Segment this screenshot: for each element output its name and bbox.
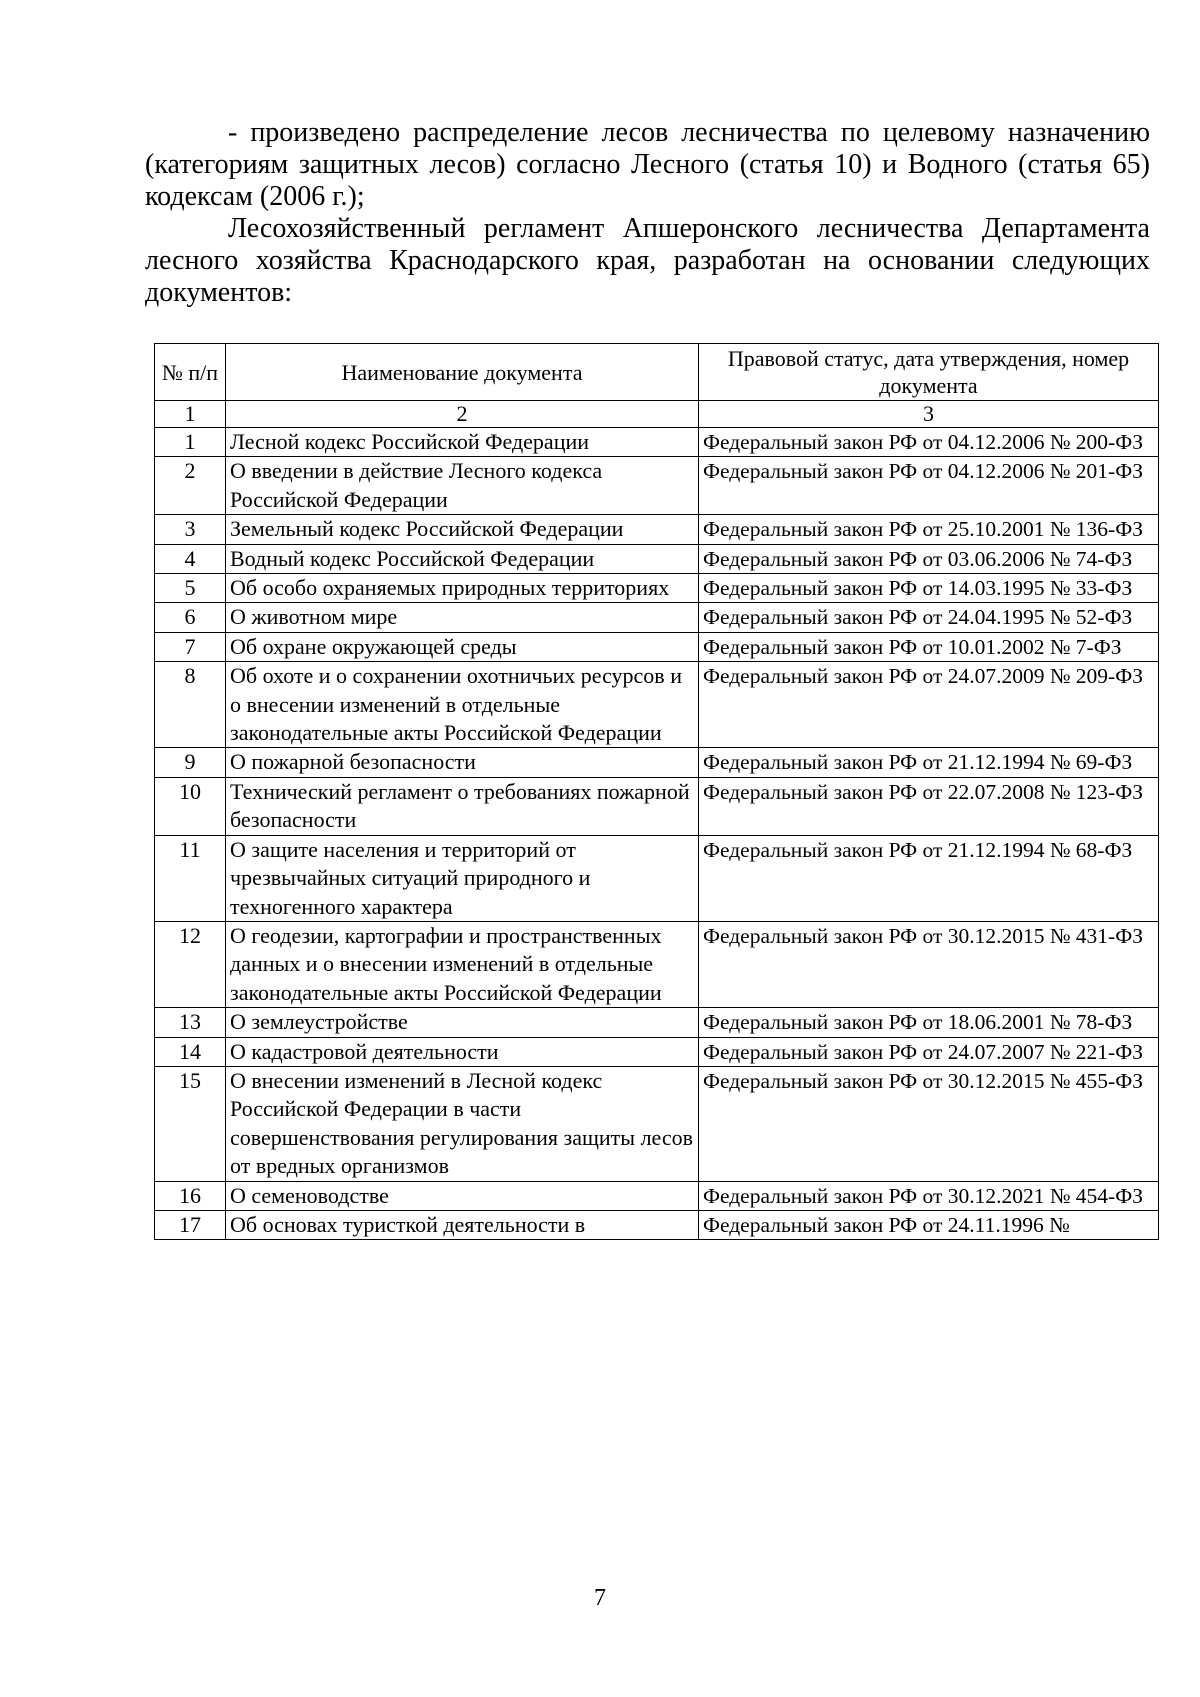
document-name: Технический регламент о требованиях пожарной безопасности bbox=[226, 777, 699, 835]
legal-status: Федеральный закон РФ от 24.07.2009 № 209-ФЗ bbox=[699, 662, 1159, 748]
column-number-3: 3 bbox=[699, 401, 1159, 428]
document-name: О защите населения и территорий от чрезвычайных ситуаций природного и техногенного характера bbox=[226, 835, 699, 921]
legal-status: Федеральный закон РФ от 21.12.1994 № 69-ФЗ bbox=[699, 748, 1159, 777]
column-number-1: 1 bbox=[155, 401, 226, 428]
header-num: № п/п bbox=[155, 344, 226, 401]
document-name: Об основах туристкой деятельности в bbox=[226, 1210, 699, 1239]
row-number: 12 bbox=[155, 921, 226, 1007]
table-row bbox=[155, 662, 1159, 748]
table-row bbox=[155, 1181, 1159, 1210]
row-number: 7 bbox=[155, 632, 226, 661]
table-row bbox=[155, 777, 1159, 835]
row-number: 4 bbox=[155, 544, 226, 573]
table-row bbox=[155, 574, 1159, 603]
legal-status: Федеральный закон РФ от 24.07.2007 № 221-ФЗ bbox=[699, 1037, 1159, 1066]
document-name: О введении в действие Лесного кодекса Российской Федерации bbox=[226, 457, 699, 515]
document-name: О внесении изменений в Лесной кодекс Российской Федерации в части совершенствования регулирования защиты лесов от вредных организмов bbox=[226, 1066, 699, 1181]
row-number: 3 bbox=[155, 515, 226, 544]
intro-paragraph-1: - произведено распределение лесов лесничества по целевому назначению (категориям защитных лесов) согласно Лесного (статья 10) и Водного (статья 65) кодексам (2006 г.); bbox=[145, 117, 1150, 212]
document-name: Земельный кодекс Российской Федерации bbox=[226, 515, 699, 544]
intro-text bbox=[145, 117, 1150, 309]
table-row bbox=[155, 1210, 1159, 1239]
table-row bbox=[155, 1066, 1159, 1181]
table-row bbox=[155, 515, 1159, 544]
legal-status: Федеральный закон РФ от 18.06.2001 № 78-ФЗ bbox=[699, 1008, 1159, 1037]
table-row bbox=[155, 457, 1159, 515]
row-number: 10 bbox=[155, 777, 226, 835]
documents-table bbox=[154, 343, 1159, 1240]
table-row bbox=[155, 428, 1159, 457]
row-number: 8 bbox=[155, 662, 226, 748]
document-name: Об охране окружающей среды bbox=[226, 632, 699, 661]
document-name: Об охоте и о сохранении охотничьих ресурсов и о внесении изменений в отдельные законодательные акты Российской Федерации bbox=[226, 662, 699, 748]
row-number: 5 bbox=[155, 574, 226, 603]
legal-status: Федеральный закон РФ от 24.04.1995 № 52-ФЗ bbox=[699, 603, 1159, 632]
column-numbers-row bbox=[155, 401, 1159, 428]
row-number: 1 bbox=[155, 428, 226, 457]
documents-table-body bbox=[155, 344, 1159, 1240]
row-number: 13 bbox=[155, 1008, 226, 1037]
table-row bbox=[155, 632, 1159, 661]
document-name: О кадастровой деятельности bbox=[226, 1037, 699, 1066]
legal-status: Федеральный закон РФ от 24.11.1996 № bbox=[699, 1210, 1159, 1239]
table-row bbox=[155, 544, 1159, 573]
document-name: О пожарной безопасности bbox=[226, 748, 699, 777]
legal-status: Федеральный закон РФ от 03.06.2006 № 74-ФЗ bbox=[699, 544, 1159, 573]
document-name: О животном мире bbox=[226, 603, 699, 632]
document-name: Об особо охраняемых природных территориях bbox=[226, 574, 699, 603]
table-row bbox=[155, 603, 1159, 632]
legal-status: Федеральный закон РФ от 30.12.2015 № 431-ФЗ bbox=[699, 921, 1159, 1007]
legal-status: Федеральный закон РФ от 10.01.2002 № 7-ФЗ bbox=[699, 632, 1159, 661]
row-number: 17 bbox=[155, 1210, 226, 1239]
row-number: 9 bbox=[155, 748, 226, 777]
table-row bbox=[155, 921, 1159, 1007]
row-number: 16 bbox=[155, 1181, 226, 1210]
document-name: О геодезии, картографии и пространственных данных и о внесении изменений в отдельные законодательные акты Российской Федерации bbox=[226, 921, 699, 1007]
page-number: 7 bbox=[594, 1585, 606, 1611]
table-row bbox=[155, 748, 1159, 777]
document-name: О семеноводстве bbox=[226, 1181, 699, 1210]
legal-status: Федеральный закон РФ от 21.12.1994 № 68-ФЗ bbox=[699, 835, 1159, 921]
intro-paragraph-2: Лесохозяйственный регламент Апшеронского лесничества Департамента лесного хозяйства Краснодарского края, разработан на основании следующих документов: bbox=[145, 213, 1150, 308]
header-status: Правовой статус, дата утверждения, номер документа bbox=[699, 344, 1159, 401]
legal-status: Федеральный закон РФ от 22.07.2008 № 123-ФЗ bbox=[699, 777, 1159, 835]
legal-status: Федеральный закон РФ от 14.03.1995 № 33-ФЗ bbox=[699, 574, 1159, 603]
table-row bbox=[155, 1037, 1159, 1066]
document-name: Водный кодекс Российской Федерации bbox=[226, 544, 699, 573]
document-name: О землеустройстве bbox=[226, 1008, 699, 1037]
legal-status: Федеральный закон РФ от 04.12.2006 № 201-ФЗ bbox=[699, 457, 1159, 515]
row-number: 11 bbox=[155, 835, 226, 921]
row-number: 6 bbox=[155, 603, 226, 632]
header-name: Наименование документа bbox=[226, 344, 699, 401]
row-number: 15 bbox=[155, 1066, 226, 1181]
row-number: 2 bbox=[155, 457, 226, 515]
column-number-2: 2 bbox=[226, 401, 699, 428]
legal-status: Федеральный закон РФ от 04.12.2006 № 200-ФЗ bbox=[699, 428, 1159, 457]
legal-status: Федеральный закон РФ от 25.10.2001 № 136-ФЗ bbox=[699, 515, 1159, 544]
row-number: 14 bbox=[155, 1037, 226, 1066]
table-row bbox=[155, 1008, 1159, 1037]
table-header-row bbox=[155, 344, 1159, 401]
legal-status: Федеральный закон РФ от 30.12.2015 № 455-ФЗ bbox=[699, 1066, 1159, 1181]
legal-status: Федеральный закон РФ от 30.12.2021 № 454-ФЗ bbox=[699, 1181, 1159, 1210]
document-name: Лесной кодекс Российской Федерации bbox=[226, 428, 699, 457]
table-row bbox=[155, 835, 1159, 921]
